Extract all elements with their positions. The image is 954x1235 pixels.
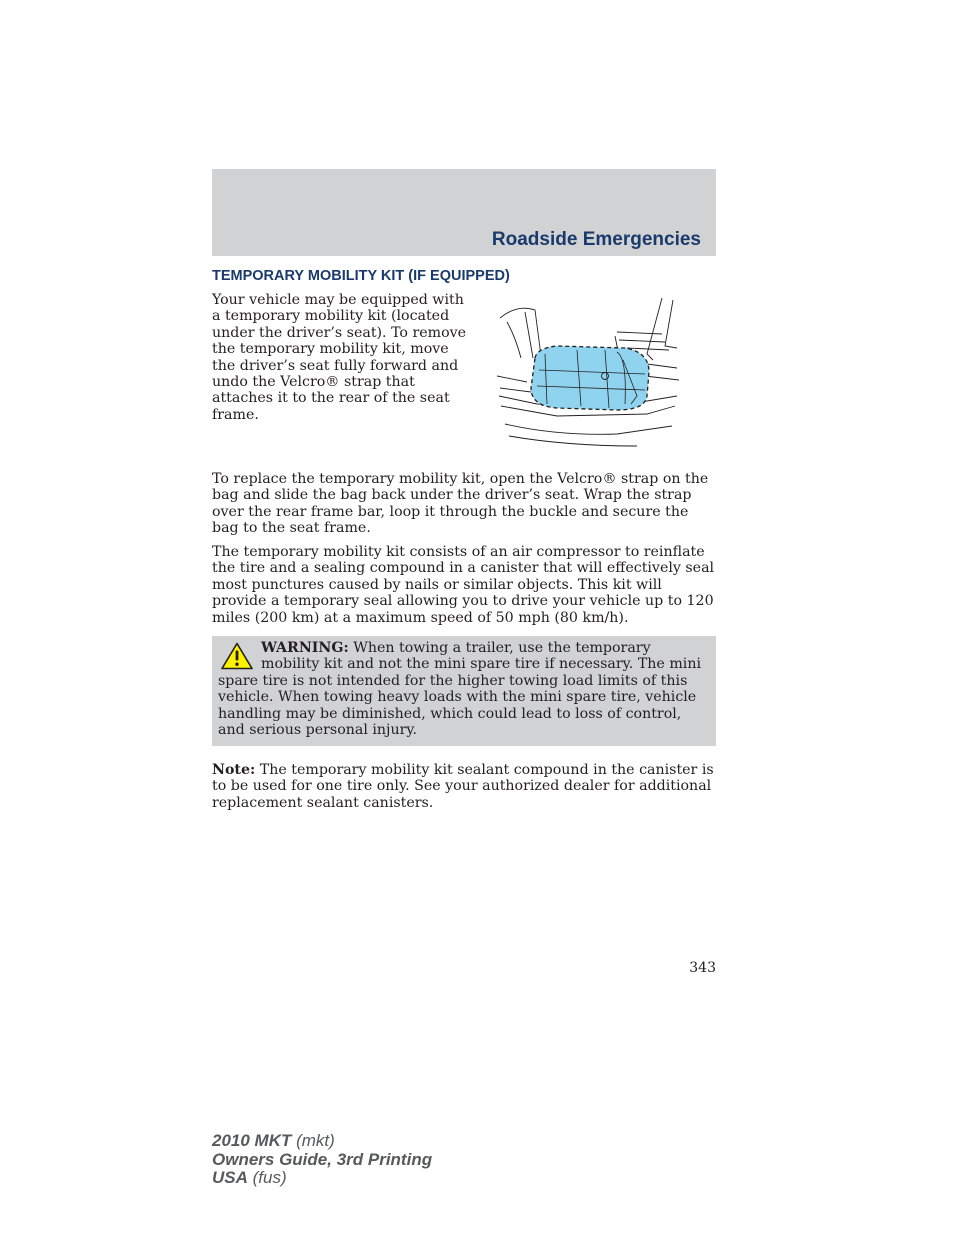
page-number: 343 xyxy=(689,960,716,976)
footer-region-line xyxy=(212,1169,432,1188)
kit-contents-paragraph: The temporary mobility kit consists of an air compressor to reinflate the tire and a sealing compound in a canister that will effectively seal most punctures caused by nails or similar objects. This kit will provide a temporary seal allowing you to drive your vehicle up to 120 miles (200 km) at a maximum speed of 50 mph (80 km/h). xyxy=(212,544,715,626)
footer-guide-line: Owners Guide, 3rd Printing xyxy=(212,1149,433,1169)
warning-text-block xyxy=(218,640,712,738)
intro-paragraph: Your vehicle may be equipped with a temporary mobility kit (located under the driver’s seat). To remove the temporary mobility kit, move the driver’s seat fully forward and undo the Velcro® strap that attaches it to the rear of the seat frame. xyxy=(212,292,467,423)
footer-model: 2010 MKT xyxy=(212,1131,292,1150)
warning-label: WARNING: xyxy=(261,640,349,656)
footer-region-code: (fus) xyxy=(247,1168,287,1187)
warning-box xyxy=(212,636,716,746)
kit-bag-highlight xyxy=(531,346,649,410)
warning-message: When towing a trailer, use the temporary mobility kit and not the mini spare tire if necessary. The mini spare tire is not intended for the higher towing load limits of this vehicle. When towing heavy loads with the mini spare tire, vehicle handling may be diminished, which could lead to loss of control, and serious personal injury. xyxy=(218,640,701,739)
footer-model-code: (mkt) xyxy=(291,1131,335,1150)
note-paragraph xyxy=(212,762,718,811)
footer xyxy=(212,1132,432,1188)
footer-model-line xyxy=(212,1132,432,1151)
mobility-kit-illustration xyxy=(497,296,679,456)
page-header-title: Roadside Emergencies xyxy=(491,229,701,250)
note-text: The temporary mobility kit sealant compound in the canister is to be used for one tire only. See your authorized dealer for additional replacement sealant canisters. xyxy=(212,762,714,811)
replace-paragraph: To replace the temporary mobility kit, open the Velcro® strap on the bag and slide the bag back under the driver’s seat. Wrap the strap over the rear frame bar, loop it through the buckle and secure the bag to the seat frame. xyxy=(212,471,709,537)
section-heading: TEMPORARY MOBILITY KIT (IF EQUIPPED) xyxy=(212,268,510,284)
header-band xyxy=(212,169,716,256)
footer-region: USA xyxy=(212,1168,248,1187)
note-label: Note: xyxy=(212,762,256,778)
